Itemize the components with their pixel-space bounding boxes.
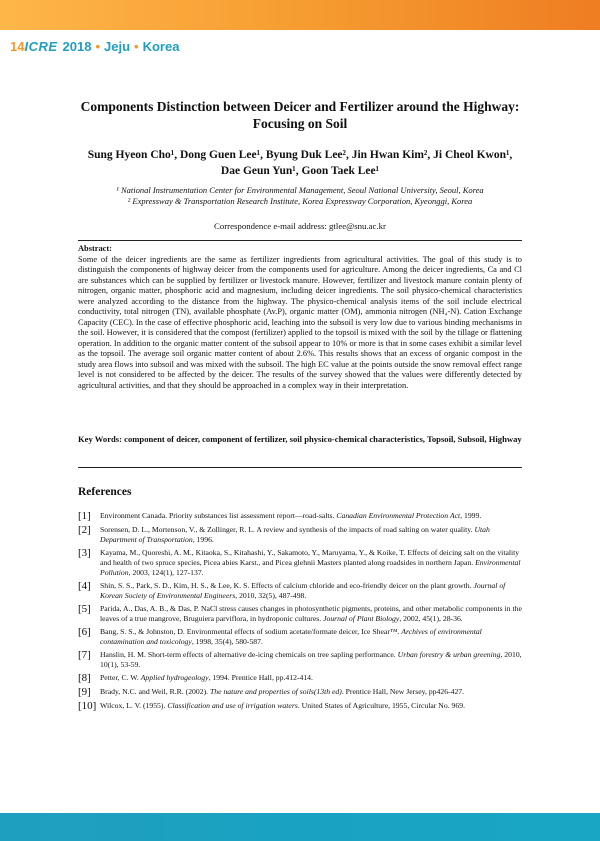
reference-number: [9] [78, 686, 91, 698]
reference-item [78, 627, 522, 647]
reference-number: [2] [78, 524, 91, 536]
affiliation-1: ¹ National Instrumentation Center for Environmental Management, Seoul National University, Seoul, Korea [116, 185, 484, 195]
logo-brand: ICRE [24, 38, 58, 54]
reference-item [78, 701, 522, 712]
reference-number: [4] [78, 580, 91, 592]
reference-item [78, 548, 522, 578]
logo-location-1: Jeju [104, 38, 131, 54]
bottom-banner [0, 813, 600, 841]
paper-title: Components Distinction between Deicer and Fertilizer around the Highway: Focusing on Soil [80, 99, 520, 131]
logo-number: 14 [10, 38, 25, 54]
authors-line-1: Sung Hyeon Cho¹, Dong Guen Lee¹, Byung Duk Lee², Jin Hwan Kim², Ji Cheol Kwon¹, [87, 149, 513, 161]
conference-logo [10, 36, 179, 56]
reference-text: Petter, C. W. Applied hydrogeology, 1994. Prentice Hall, pp.412-414. [100, 673, 313, 682]
reference-number: [8] [78, 672, 91, 684]
reference-number: [1] [78, 510, 91, 522]
reference-item [78, 650, 522, 670]
correspondence-email: Correspondence e-mail address: gtlee@snu.ac.kr [213, 221, 386, 231]
reference-text: Environment Canada. Priority substances list assessment report—road-salts. Canadian Environmental Protection Act, 1999. [100, 511, 482, 520]
reference-item [78, 604, 522, 624]
reference-text: Kayama, M., Quoreshi, A. M., Kitaoka, S., Kitahashi, Y., Sakamoto, Y., Maruyama, Y., & Koike, T. Effects of deicing salt on the vitality and health of two spruce species, Picea abies Karst., and Picea glehnii Masters planted along roadsides in northern Japan. Environmental Pollution, 2003, 124(1), 127-137. [100, 548, 521, 577]
divider [78, 467, 522, 468]
reference-item [78, 525, 522, 545]
reference-text: Parida, A., Das, A. B., & Das, P. NaCl stress causes changes in photosynthetic pigments, proteins, and other metabolic components in the leaves of a true mangrove, Bruguiera parviflora, in hydroponic cultures. Journal of Plant Biology, 2002, 45(1), 28-36. [100, 604, 522, 623]
reference-text: Brady, N.C. and Weil, R.R. (2002). The nature and properties of soils(13th ed). Prentice Hall, New Jersey, pp426-427. [100, 687, 465, 696]
reference-text: Hanslin, H. M. Short-term effects of alternative de-icing chemicals on tree sapling performance. Urban forestry & urban greening, 2010, 10(1), 53-59. [100, 650, 522, 669]
top-banner [0, 0, 600, 30]
reference-number: [6] [78, 626, 91, 638]
reference-number: [3] [78, 547, 91, 559]
authors-line-2: Dae Geun Yun¹, Goon Taek Lee¹ [220, 165, 380, 177]
logo-dot: • [95, 38, 101, 54]
references-heading: References [78, 486, 132, 498]
reference-number: [10] [78, 700, 97, 712]
author-list [78, 147, 522, 179]
reference-list [78, 511, 522, 715]
reference-text: Wilcox, L. V. (1955). Classification and use of irrigation waters. United States of Agriculture, 1955, Circular No. 969. [100, 701, 465, 710]
reference-item [78, 687, 522, 698]
logo-dot: • [134, 38, 139, 54]
abstract [78, 244, 522, 391]
keywords: Key Words: component of deicer, component of fertilizer, soil physico-chemical characteristics, Topsoil, Subsoil, Highway [78, 434, 522, 444]
reference-item [78, 581, 522, 601]
reference-item [78, 673, 522, 684]
reference-text: Bang, S. S., & Johnston, D. Environmental effects of sodium acetate/formate deicer, Ice Shear™. Archives of environmental contamination and toxicology, 1998, 35(4), 580-587. [100, 627, 482, 646]
affiliations [78, 185, 522, 207]
logo-year: 2018 [62, 38, 92, 54]
abstract-text: Some of the deicer ingredients are the same as fertilizer ingredients from agricultural activities. The goal of this study is to distinguish the components of highway deicer from the components used for agriculture. Among the deicer ingredients, Ca and Cl are substances which can be supplied by fertilizer or livestock manure. However, fertilizer and livestock manure contain plenty of nitrogen, organic matter, phosphoric acid and magnesium, including deicer ingredients. The soil physico-chemical characteristics were analyzed according to the distance from the highway. The physico-chemical analysis items of the soil include electrical conductivity, total nitrogen (TN), available phosphate (Av.P), organic matter (OM), ammonia nitrogen (NH₄-N). Cation Exchange Capacity (CEC). In the case of effective phosphoric acid, leaching into the subsoil is very low due to various binding mechanisms in the soil. However, it is considered that the compost (fertilizer) applied to the topsoil is mixed with the soil by the tillage or flattening operation. In addition to the organic matter content of the subsoil appear to 10% or more is that in some cases exhibit a similar level as the topsoil. The average soil organic matter content of about 2.6%. This results shows that an excess of organic compost in the study area flows into subsoil and was mixed with the subsoil. The high EC value at the points outside the snow removal effect range level is not considered to be affected by the deicer. The results of the survey showed that the values were differently detected by agricultural activities, and that they should be approached in a complex way in their interpretation. [78, 254, 522, 390]
abstract-heading: Abstract: [78, 244, 112, 253]
reference-number: [5] [78, 603, 91, 615]
reference-number: [7] [78, 649, 91, 661]
reference-text: Shin, S. S., Park, S. D., Kim, H. S., & Lee, K. S. Effects of calcium chloride and eco-friendly deicer on the plant growth. Journal of Korean Society of Environmental Engineers, 2010, 32(5), 487-498. [100, 581, 506, 600]
divider [78, 240, 522, 241]
affiliation-2: ² Expressway & Transportation Research Institute, Korea Expressway Corporation, Kyeonggi, Korea [127, 196, 473, 206]
reference-text: Sorensen, D. L., Mortenson, V., & Zollinger, R. L. A review and synthesis of the impacts of road salting on water quality. Utah Department of Transportation, 1996. [100, 525, 490, 544]
logo-location-2: Korea [142, 38, 180, 54]
reference-item [78, 511, 522, 522]
